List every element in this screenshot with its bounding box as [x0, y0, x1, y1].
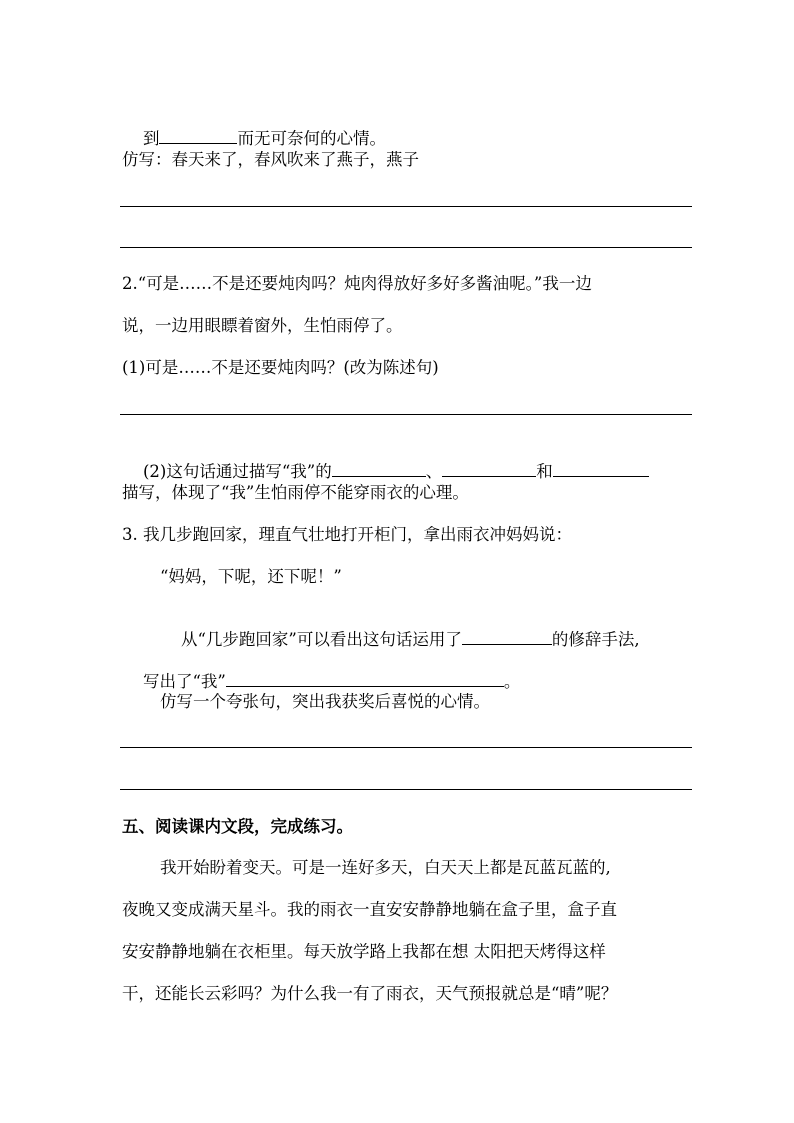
answer-line[interactable]	[120, 414, 692, 415]
answer-blank[interactable]	[159, 128, 237, 144]
text: 从“几步跑回家”可以看出这句话运用了	[180, 630, 462, 649]
text: (2)这句话通过描写“我”的	[142, 462, 332, 481]
text: 而无可奈何的心情。	[237, 129, 386, 148]
answer-blank[interactable]	[332, 461, 426, 477]
question-3-imitation: 仿写一个夸张句，突出我获奖后喜悦的心情。	[160, 692, 490, 711]
answer-line[interactable]	[120, 789, 692, 790]
answer-blank[interactable]	[226, 671, 504, 687]
text: 和	[536, 462, 553, 481]
passage-line: 安安静静地躺在衣柜里。每天放学路上我都在想 太阳把天烤得这样	[122, 942, 606, 961]
question-2-text: 2.“可是……不是还要炖肉吗？炖肉得放好多好多酱油呢。”我一边	[122, 274, 592, 293]
answer-line[interactable]	[120, 247, 692, 248]
text: 。	[503, 672, 521, 691]
question-2-text-cont: 说，一边用眼瞟着窗外，生怕雨停了。	[122, 316, 403, 335]
text: 的修辞手法,	[551, 630, 640, 649]
text: 、	[425, 462, 443, 481]
passage-line: 我开始盼着变天。可是一连好多天，白天天上都是瓦蓝瓦蓝的,	[160, 858, 611, 877]
question-3-quote: “妈妈，下呢，还下呢！”	[160, 567, 342, 586]
question-2-2-cont: 描写，体现了“我”生怕雨停不能穿雨衣的心理。	[122, 483, 469, 502]
answer-blank[interactable]	[462, 629, 552, 645]
answer-line[interactable]	[120, 747, 692, 748]
text: 到	[142, 129, 160, 148]
answer-blank[interactable]	[442, 461, 536, 477]
section-5-heading: 五、阅读课内文段，完成练习。	[122, 817, 353, 836]
question-3-text: 3. 我几步跑回家，理直气壮地打开柜门，拿出雨衣冲妈妈说：	[122, 525, 572, 544]
question-2-1: (1)可是……不是还要炖肉吗？(改为陈述句)	[122, 358, 439, 377]
answer-line[interactable]	[120, 206, 692, 207]
answer-blank[interactable]	[553, 461, 649, 477]
imitation-prompt: 仿写：春天来了，春风吹来了燕子，燕子	[122, 150, 419, 169]
passage-line: 夜晚又变成满天星斗。我的雨衣一直安安静静地躺在盒子里，盒子直	[122, 900, 617, 919]
passage-line: 干，还能长云彩吗？为什么我一有了雨衣，天气预报就总是“晴”呢？	[122, 984, 618, 1003]
text: 写出了“我”	[142, 672, 226, 691]
